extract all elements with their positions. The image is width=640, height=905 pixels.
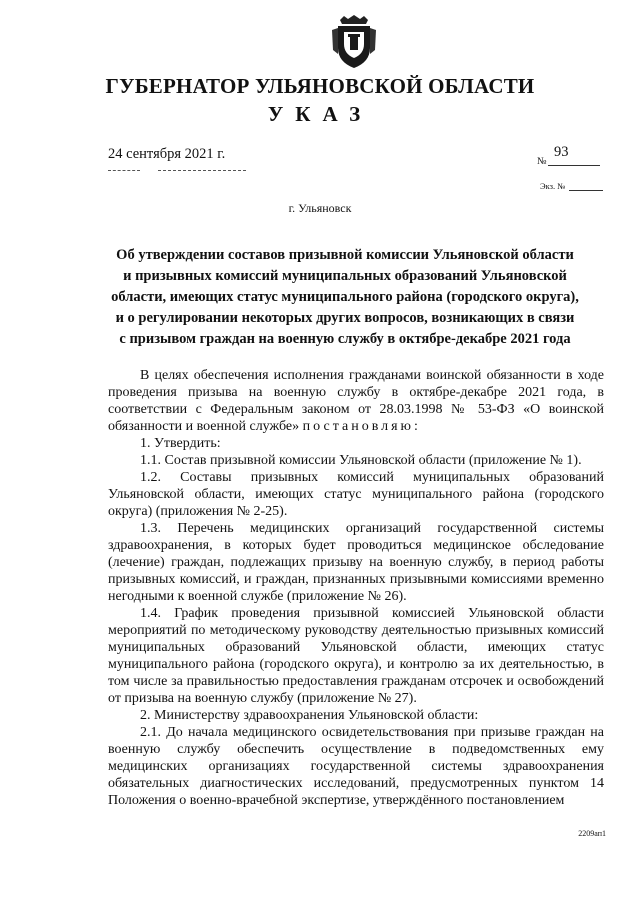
paragraph-2-1: 2.1. До начала медицинского освидетельствования при призыве граждан на военную службу обеспечить осуществление в подведомственных ему медицинских организациях государственной системы здравоохранения обязательных диагностических исследований, предусмотренных пунктом 14 Положения о военно-врачебной экспертизе, утверждённого постановлением <box>108 725 604 808</box>
date-underline <box>158 170 246 171</box>
document-type: УКАЗ <box>267 102 373 126</box>
paragraph-1-1: 1.1. Состав призывной комиссии Ульяновской области (приложение № 1). <box>140 453 582 468</box>
paragraph-1: 1. Утвердить: <box>140 436 221 451</box>
copy-number-label: Экз. № <box>540 181 566 191</box>
document-date: 24 сентября 2021 г. <box>108 146 226 162</box>
paragraph-1-3: 1.3. Перечень медицинских организаций государственной системы здравоохранения, в которых будет проводиться медицинское обследование (лечение) граждан, подлежащих призыву на военную службу, в период работы призывных комиссий, и граждан, признанных призывными комиссиями временно негодными к военной службе (приложение № 26). <box>108 521 604 604</box>
date-underline <box>108 170 140 171</box>
document-number: 93 <box>554 144 569 160</box>
coat-of-arms-emblem <box>330 14 378 70</box>
number-sign: № <box>537 156 547 167</box>
organization-title: ГУБЕРНАТОР УЛЬЯНОВСКОЙ ОБЛАСТИ <box>105 74 535 98</box>
paragraph-1-2: 1.2. Составы призывных комиссий муниципальных образований Ульяновской области, имеющих статус муниципального района (городского округа) (приложения № 2-25). <box>108 470 604 519</box>
copy-number-underline <box>569 190 603 191</box>
paragraph-2: 2. Министерству здравоохранения Ульяновской области: <box>140 708 479 723</box>
city: г. Ульяновск <box>288 201 352 215</box>
paragraph-intro <box>108 367 604 435</box>
document-title <box>95 245 595 350</box>
title-line: с призывом граждан на военную службу в октябре-декабре 2021 года <box>119 331 571 347</box>
title-line: и о регулировании некоторых других вопросов, возникающих в связи <box>115 310 575 326</box>
number-underline <box>548 165 600 166</box>
intro-decree-word: постановляю: <box>302 419 421 434</box>
intro-text: В целях обеспечения исполнения гражданами воинской обязанности в ходе проведения призыва на военную службу в октябре-декабре 2021 года, в соответствии с Федеральным законом от 28.03.1998 № 53-ФЗ «О воинской обязанности и военной службе» <box>108 368 604 434</box>
title-line: Об утверждении составов призывной комиссии Ульяновской области <box>116 247 574 263</box>
paragraph-1-4: 1.4. График проведения призывной комиссией Ульяновской области мероприятий по методическому руководству деятельностью призывных комиссий муниципальных образований Ульяновской области, имеющих статус муниципального района (городского округа), и контролю за их деятельностью, в том числе за правильностью предоставления гражданам отсрочек и освобождений от призыва на военную службу (приложение № 27). <box>108 606 604 706</box>
document-code: 2209ап1 <box>578 829 606 838</box>
title-line: области, имеющих статус муниципального района (городского округа), <box>111 289 579 305</box>
document-body <box>108 367 604 809</box>
title-line: и призывных комиссий муниципальных образований Ульяновской <box>123 268 567 284</box>
